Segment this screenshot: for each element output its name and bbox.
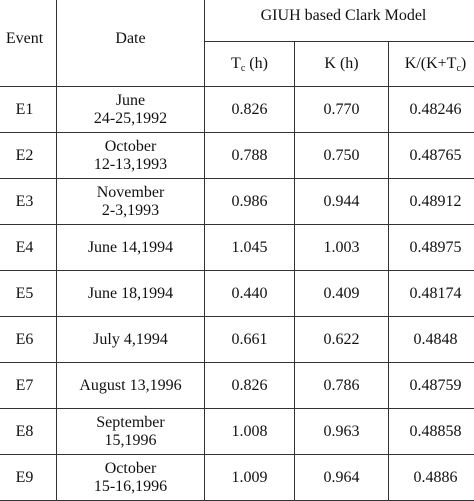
k-cell: 0.786	[295, 363, 389, 409]
k-cell: 1.003	[295, 225, 389, 271]
ratio-cell: 0.48912	[389, 179, 474, 225]
tc-cell: 1.009	[205, 455, 295, 501]
ratio-cell: 0.48246	[389, 87, 474, 133]
ratio-cell: 0.48765	[389, 133, 474, 179]
tc-cell: 0.788	[205, 133, 295, 179]
event-cell: E6	[0, 317, 57, 363]
tc-cell: 0.826	[205, 363, 295, 409]
table-row	[0, 271, 474, 317]
header-date: Date	[57, 0, 205, 87]
date-cell: June 18,1994	[57, 271, 205, 317]
tc-cell: 0.440	[205, 271, 295, 317]
event-cell: E1	[0, 87, 57, 133]
date-cell: August 13,1996	[57, 363, 205, 409]
date-cell: November 2-3,1993	[57, 179, 205, 225]
tc-cell: 0.661	[205, 317, 295, 363]
ratio-cell: 0.48174	[389, 271, 474, 317]
k-cell: 0.964	[295, 455, 389, 501]
header-giuh-clark-model: GIUH based Clark Model	[205, 0, 474, 42]
date-cell: July 4,1994	[57, 317, 205, 363]
event-cell: E2	[0, 133, 57, 179]
ratio-cell: 0.48975	[389, 225, 474, 271]
event-cell: E4	[0, 225, 57, 271]
ratio-cell: 0.48858	[389, 409, 474, 455]
event-cell: E5	[0, 271, 57, 317]
k-cell: 0.944	[295, 179, 389, 225]
header-ratio: $K/(K+T_c)$	[389, 42, 474, 87]
header-tc: $T_c$ (h)	[205, 42, 295, 87]
table-row	[0, 409, 474, 455]
tc-cell: 1.045	[205, 225, 295, 271]
date-cell: October 12-13,1993	[57, 133, 205, 179]
table-row	[0, 87, 474, 133]
header-k: K (h)	[295, 42, 389, 87]
k-cell: 0.622	[295, 317, 389, 363]
date-cell: October 15-16,1996	[57, 455, 205, 501]
k-cell: 0.750	[295, 133, 389, 179]
event-cell: E8	[0, 409, 57, 455]
table-row	[0, 133, 474, 179]
ratio-cell: 0.4848	[389, 317, 474, 363]
k-cell: 0.409	[295, 271, 389, 317]
k-cell: 0.963	[295, 409, 389, 455]
ratio-cell: 0.48759	[389, 363, 474, 409]
table-row	[0, 225, 474, 271]
table-row	[0, 455, 474, 501]
ratio-cell: 0.4886	[389, 455, 474, 501]
date-cell: June 24-25,1992	[57, 87, 205, 133]
event-cell: E9	[0, 455, 57, 501]
tc-cell: 1.008	[205, 409, 295, 455]
date-cell: September 15,1996	[57, 409, 205, 455]
date-cell: June 14,1994	[57, 225, 205, 271]
header-event: Event	[0, 0, 57, 87]
table-row	[0, 317, 474, 363]
table-row	[0, 179, 474, 225]
event-cell: E3	[0, 179, 57, 225]
k-cell: 0.770	[295, 87, 389, 133]
event-cell: E7	[0, 363, 57, 409]
tc-cell: 0.826	[205, 87, 295, 133]
table-row	[0, 363, 474, 409]
tc-cell: 0.986	[205, 179, 295, 225]
